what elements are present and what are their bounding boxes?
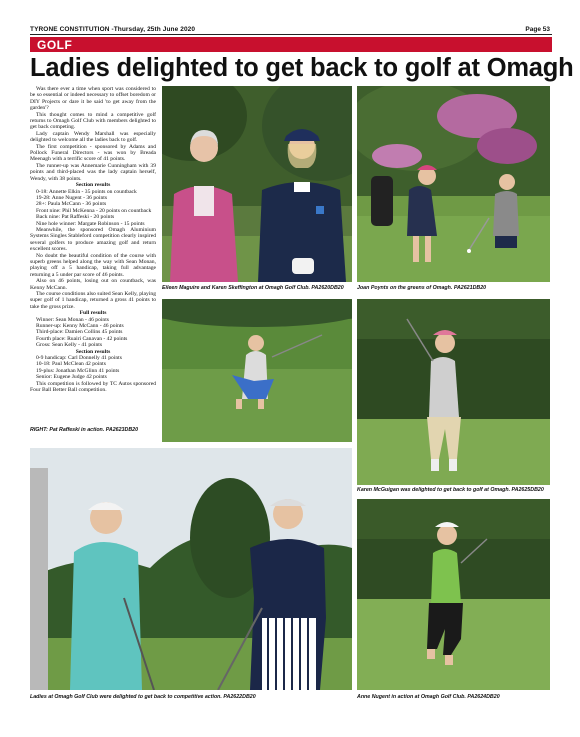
photo-karen-mcguigan	[357, 299, 550, 485]
article-paragraph: Front nine: Phil McKenna - 20 points on countback	[36, 207, 152, 214]
article-paragraph: 19-28: Anne Nugent - 36 points	[36, 194, 108, 201]
masthead: TYRONE CONSTITUTION -Thursday, 25th June 2020	[30, 26, 196, 33]
article-paragraph: This thought comes to mind a competitive golf returns to Omagh Golf Club with members delighted to get back competing.	[30, 111, 156, 131]
article-paragraph: Back nine: Pat Raffeski - 20 points	[36, 214, 115, 221]
article-paragraph: This competition is followed by TC Autos sponsored Four Ball Better Ball competition.	[30, 380, 156, 394]
article-paragraph: The course conditions also suited Sean Kelly, playing super golf of 1 handicap, returned a gross 41 points to take the gross prize.	[30, 291, 156, 310]
caption-joan-poynts: Joan Poynts on the greens of Omagh. PA2621DB20	[357, 285, 487, 291]
section-label: GOLF	[37, 38, 73, 52]
caption-karen-mcguigan: Karen McGuigan was delighted to get back to golf at Omagh. PA2625DB20	[357, 487, 544, 493]
article-body	[30, 86, 156, 394]
caption-pat-raffeski: RIGHT: Pat Raffeski in action. PA2623DB20	[30, 427, 139, 433]
article-paragraph: 19-plus: Jonathan McGlinn 41 points	[36, 367, 120, 374]
caption-ladies-omagh: Ladies at Omagh Golf Club were delighted to get back to competitive action. PA2622DB20	[30, 694, 256, 700]
photo-maguire-skeffington	[162, 86, 352, 282]
article-paragraph: 0-9 handicap: Carl Donnelly 41 points	[36, 355, 122, 362]
caption-anne-nugent: Anne Nugent in action at Omagh Golf Club. PA2624DB20	[357, 694, 500, 700]
section-banner	[30, 37, 552, 52]
subheading: Full results	[79, 310, 107, 317]
subheading: Section results	[75, 348, 111, 355]
article-paragraph: Runner-up: Kenny McCann - 46 points	[36, 323, 124, 330]
article-paragraph: Senior: Eugene Judge 42 points	[36, 374, 107, 381]
article-paragraph: Gross: Sean Kelly - 41 points	[36, 342, 103, 349]
header-rule	[30, 34, 552, 35]
article-paragraph: Third-place: Damien Collins 45 points	[36, 329, 123, 336]
caption-maguire-skeffington: Eileen Maguire and Karen Skeffington at Omagh Golf Club. PA2620DB20	[162, 285, 344, 291]
article-paragraph: Lady captain Wendy Marshall was especially delighted to welcome all the ladies back to golf.	[30, 130, 156, 144]
article-paragraph: 28+: Paula McCann - 36 points	[36, 201, 107, 208]
article-paragraph: The first competition - sponsored by Adams and Pollock Funeral Directors - was won by Breada Meenagh with a terrific score of 41 points.	[30, 143, 156, 163]
article-paragraph: Also on 46 points, losing out on countback, was Kenny McCann.	[30, 278, 156, 291]
article-paragraph: Nine hole winner: Margate Robinson - 15 points	[36, 220, 145, 227]
headline: Ladies delighted to get back to golf at Omagh	[30, 54, 574, 82]
article-paragraph: No doubt the beautiful condition of the course with superb greens helped along the way with Sean Monan, playing off a 5 handicap, taking full advantage returning a 5 under par score of 46 points.	[30, 252, 156, 278]
photo-anne-nugent	[357, 499, 550, 690]
article-paragraph: Winner: Sean Monan - 46 points	[36, 316, 109, 323]
article-paragraph: Meanwhile, the sponsored Omagh Aluminium Systems Singles Stableford competition clearly inspired several golfers to produce amazing golf and return excellent scores.	[30, 226, 156, 253]
article-paragraph: 10-18: Paul McClean 42 points	[36, 361, 106, 368]
subheading: Section results	[75, 182, 111, 189]
article-paragraph: Fourth place: Ruairi Canavan - 42 points	[36, 335, 128, 342]
photo-ladies-omagh	[30, 448, 352, 690]
article-paragraph: The runner-up was Annemarie Cunningham with 39 points and third-placed was the lady captain herself, Wendy, with 38 points.	[30, 162, 156, 182]
page-number: Page 53	[525, 26, 550, 33]
photo-joan-poynts	[357, 86, 550, 282]
article-paragraph: Was there ever a time when sport was considered to be so essential or indeed necessary to offset boredom or DIY Projects or dare it be said 'to get away from the garden'?	[30, 86, 156, 112]
article-paragraph: 0-18: Annette Elkin - 35 points on countback	[36, 188, 137, 195]
photo-pat-raffeski	[162, 299, 352, 442]
